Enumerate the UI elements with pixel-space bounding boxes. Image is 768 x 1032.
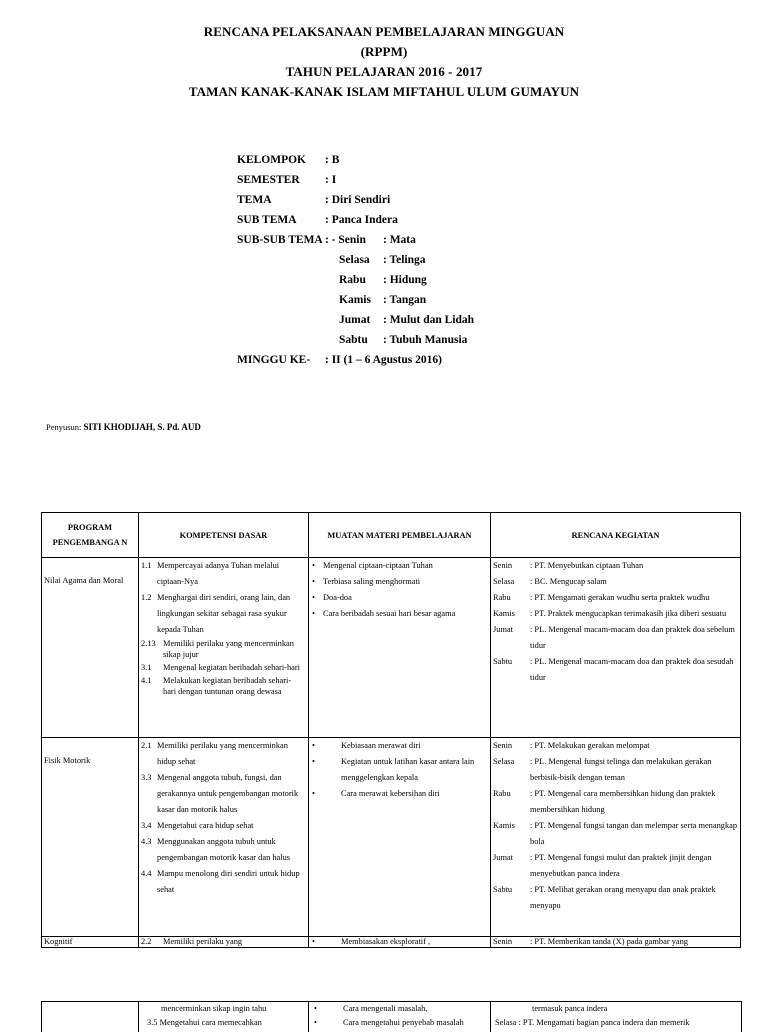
materi-item: • Doa-doa	[311, 590, 488, 606]
kompetensi-number: 4.3	[141, 837, 152, 846]
kompetensi-cell	[139, 937, 309, 948]
kompetensi-item	[141, 662, 306, 675]
kompetensi-text: Memiliki perilaku yang	[163, 937, 243, 946]
kompetensi-number: 4.1	[141, 676, 152, 685]
author-name: SITI KHODIJAH, S. Pd. AUD	[83, 422, 201, 432]
kegiatan-item	[493, 818, 738, 850]
table-row	[42, 937, 741, 948]
col-header-kegiatan: RENCANA KEGIATAN	[491, 513, 741, 558]
kompetensi-item	[141, 558, 306, 590]
continuation-kegiatan	[490, 1002, 740, 1032]
table-header-row	[42, 513, 741, 558]
title-line-4: TAMAN KANAK-KANAK ISLAM MIFTAHUL ULUM GUMAYUN	[188, 84, 580, 99]
day-label: Selasa	[339, 254, 370, 266]
continuation-line: • Cara mengenali masalah,	[313, 1002, 490, 1016]
program-cell: Kognitif	[42, 937, 139, 948]
subtema-value: : Panca Indera	[325, 214, 398, 226]
continuation-line: Selasa : PT. Mengamati bagian panca indera dan memerik	[495, 1018, 690, 1027]
kegiatan-item	[493, 738, 738, 754]
table-row	[42, 738, 741, 937]
kegiatan-text: : PL. Mengenal macam-macam doa dan praktek doa sebelum tidur	[530, 625, 735, 650]
kegiatan-item	[493, 754, 738, 786]
kegiatan-cell	[491, 558, 741, 738]
kelompok-label: KELOMPOK	[237, 154, 306, 166]
day-value: : Hidung	[383, 274, 427, 286]
kegiatan-item	[493, 850, 738, 882]
kompetensi-item	[141, 675, 306, 699]
author-line	[46, 422, 201, 432]
kegiatan-text: : PT. Mengamati gerakan wudhu serta praktek wudhu	[530, 593, 710, 602]
continuation-line: • Cara mengetahui penyebab masalah	[313, 1016, 490, 1030]
kompetensi-text: Mampu menolong diri sendiri untuk hidup sehat	[157, 869, 300, 894]
kegiatan-item	[493, 882, 738, 914]
kegiatan-item	[493, 654, 738, 686]
kegiatan-day: Rabu	[493, 593, 511, 602]
semester-label: SEMESTER	[237, 174, 300, 186]
kompetensi-item	[141, 638, 306, 662]
kegiatan-text: : PT. Mengenal cara membersihkan hidung dan praktek membersihkan hidung	[530, 789, 716, 814]
subsubtema-value: : Mata	[383, 234, 416, 246]
minggu-label: MINGGU KE-	[237, 354, 311, 366]
kegiatan-text: : PT. Menyebutkan ciptaan Tuhan	[530, 561, 644, 570]
kegiatan-item	[493, 937, 738, 947]
continuation-materi	[308, 1002, 490, 1032]
kegiatan-day: Senin	[493, 561, 513, 570]
document-title	[0, 22, 768, 102]
title-line-3: TAHUN PELAJARAN 2016 - 2017	[285, 64, 483, 79]
day-label: Jumat	[339, 314, 371, 326]
subsubtema-label: SUB-SUB TEMA : - Senin	[237, 234, 366, 246]
materi-cell	[309, 937, 491, 948]
title-line-2: (RPPM)	[360, 44, 408, 59]
kegiatan-day: Sabtu	[493, 885, 513, 894]
kompetensi-item	[141, 834, 306, 866]
tema-label: TEMA	[237, 194, 272, 206]
kegiatan-item	[493, 590, 738, 606]
materi-item: • Cara merawat kebersihan diri	[311, 786, 488, 802]
kompetensi-number: 2.2	[141, 937, 152, 946]
kegiatan-day: Kamis	[493, 821, 515, 830]
kegiatan-day: Jumat	[493, 853, 514, 862]
kompetensi-text: Mengenal kegiatan beribadah sehari-hari	[163, 663, 300, 672]
materi-item: • Membiasakan eksploratif ,	[311, 937, 488, 947]
program-cell: Fisik Motorik	[42, 738, 139, 937]
kegiatan-text: : PT. Mengenal fungsi mulut dan praktek jinjit dengan menyebutkan panca indera	[530, 853, 712, 878]
materi-item: • Kebiasaan merawat diri	[311, 738, 488, 754]
kompetensi-item	[141, 937, 306, 947]
materi-cell	[309, 738, 491, 937]
col-header-program: PROGRAM PENGEMBANGA N	[42, 513, 139, 558]
semester-value: : I	[325, 174, 337, 186]
next-page-table-fragment	[41, 1001, 742, 1032]
kompetensi-item	[141, 590, 306, 638]
kompetensi-number: 4.4	[141, 869, 152, 878]
kegiatan-text: : PT. Melihat gerakan orang menyapu dan anak praktek menyapu	[530, 885, 716, 910]
kompetensi-number: 2.1	[141, 741, 152, 750]
kompetensi-number: 3.4	[141, 821, 152, 830]
kompetensi-text: Mengenal anggota tubuh, fungsi, dan gerakannya untuk pengembangan motorik kasar dan motorik halus	[157, 773, 299, 814]
kegiatan-item	[493, 606, 738, 622]
kegiatan-day: Selasa	[493, 757, 515, 766]
kegiatan-day: Kamis	[493, 609, 515, 618]
kompetensi-text: Melakukan kegiatan beribadah sehari- hari dengan tuntunan orang dewasa	[163, 676, 292, 696]
day-label: Kamis	[339, 294, 371, 306]
kegiatan-text: : PT. Praktek mengucapkan terimakasih jika diberi sesuatu	[530, 609, 727, 618]
materi-item: • Cara beribadah sesuai hari besar agama	[311, 606, 488, 622]
tema-value: : Diri Sendiri	[325, 194, 391, 206]
kegiatan-day: Senin	[493, 937, 513, 946]
kompetensi-text: Memiliki perilaku yang mencerminkan hidup sehat	[157, 741, 288, 766]
kompetensi-cell	[139, 738, 309, 937]
continuation-line: mencerminkan sikap ingin tahu	[161, 1004, 267, 1013]
day-value: : Telinga	[383, 254, 426, 266]
day-value: : Mulut dan Lidah	[383, 314, 475, 326]
kompetensi-text: Menghargai diri sendiri, orang lain, dan lingkungan sekitar sebagai rasa syukur kepada Tuhan	[157, 593, 291, 634]
kompetensi-item	[141, 770, 306, 818]
kompetensi-text: Mengetahui cara hidup sehat	[157, 821, 254, 830]
kegiatan-day: Selasa	[493, 577, 515, 586]
kegiatan-item	[493, 622, 738, 654]
kompetensi-item	[141, 866, 306, 898]
kegiatan-text: : PT. Melakukan gerakan melompat	[530, 741, 650, 750]
kompetensi-number: 1.2	[141, 593, 152, 602]
author-label: Penyusun:	[46, 422, 84, 432]
kompetensi-item	[141, 818, 306, 834]
kegiatan-item	[493, 574, 738, 590]
kegiatan-day: Jumat	[493, 625, 514, 634]
title-line-1: RENCANA PELAKSANAAN PEMBELAJARAN MINGGUAN	[203, 24, 565, 39]
rppm-table	[41, 512, 741, 948]
kegiatan-item	[493, 786, 738, 818]
continuation-kompetensi	[138, 1002, 312, 1032]
kompetensi-number: 3.1	[141, 663, 152, 672]
kegiatan-text: : PT. Memberikan tanda (X) pada gambar yang	[530, 937, 688, 946]
kompetensi-cell	[139, 558, 309, 738]
kompetensi-number: 2.13	[141, 639, 156, 648]
kegiatan-text: : PT. Mengenal fungsi tangan dan melempar serta menangkap bola	[530, 821, 738, 846]
kegiatan-day: Rabu	[493, 789, 511, 798]
col-header-kompetensi: KOMPETENSI DASAR	[139, 513, 309, 558]
continuation-line: 3.5 Mengetahui cara memecahkan	[147, 1018, 262, 1027]
materi-item: • Terbiasa saling menghormati	[311, 574, 488, 590]
kompetensi-text: Memiliki perilaku yang mencerminkan sikap jujur	[163, 639, 294, 659]
materi-cell	[309, 558, 491, 738]
materi-item: • Kegiatan untuk latihan kasar antara lain menggelengkan kepala	[311, 754, 488, 786]
kegiatan-cell	[491, 738, 741, 937]
day-label: Rabu	[339, 274, 366, 286]
kegiatan-item	[493, 558, 738, 574]
kompetensi-text: Menggunakan anggota tubuh untuk pengembangan motorik kasar dan halus	[157, 837, 291, 862]
kegiatan-day: Sabtu	[493, 657, 513, 666]
kegiatan-cell	[491, 937, 741, 948]
kegiatan-text: : BC. Mengucap salam	[530, 577, 607, 586]
day-label: Sabtu	[339, 334, 368, 346]
kompetensi-text: Mempercayai adanya Tuhan melalui ciptaan-Nya	[157, 561, 280, 586]
materi-item: • Mengenal ciptaan-ciptaan Tuhan	[311, 558, 488, 574]
col-header-materi: MUATAN MATERI PEMBELAJARAN	[309, 513, 491, 558]
kompetensi-number: 1.1	[141, 561, 152, 570]
minggu-value: : II (1 – 6 Agustus 2016)	[325, 354, 442, 366]
day-value: : Tangan	[383, 294, 427, 306]
kegiatan-text: : PL. Mengenal macam-macam doa dan praktek doa sesudah tidur	[530, 657, 734, 682]
continuation-line: termasuk panca indera	[532, 1004, 608, 1013]
kegiatan-day: Senin	[493, 741, 513, 750]
kompetensi-item	[141, 738, 306, 770]
kegiatan-text: : PL. Mengenal fungsi telinga dan melakukan gerakan berbisik-bisik dengan teman	[530, 757, 712, 782]
kompetensi-number: 3.3	[141, 773, 152, 782]
subtema-label: SUB TEMA	[237, 214, 297, 226]
program-cell: Nilai Agama dan Moral	[42, 558, 139, 738]
day-value: : Tubuh Manusia	[383, 334, 468, 346]
kelompok-value: : B	[325, 154, 340, 166]
table-row	[42, 558, 741, 738]
